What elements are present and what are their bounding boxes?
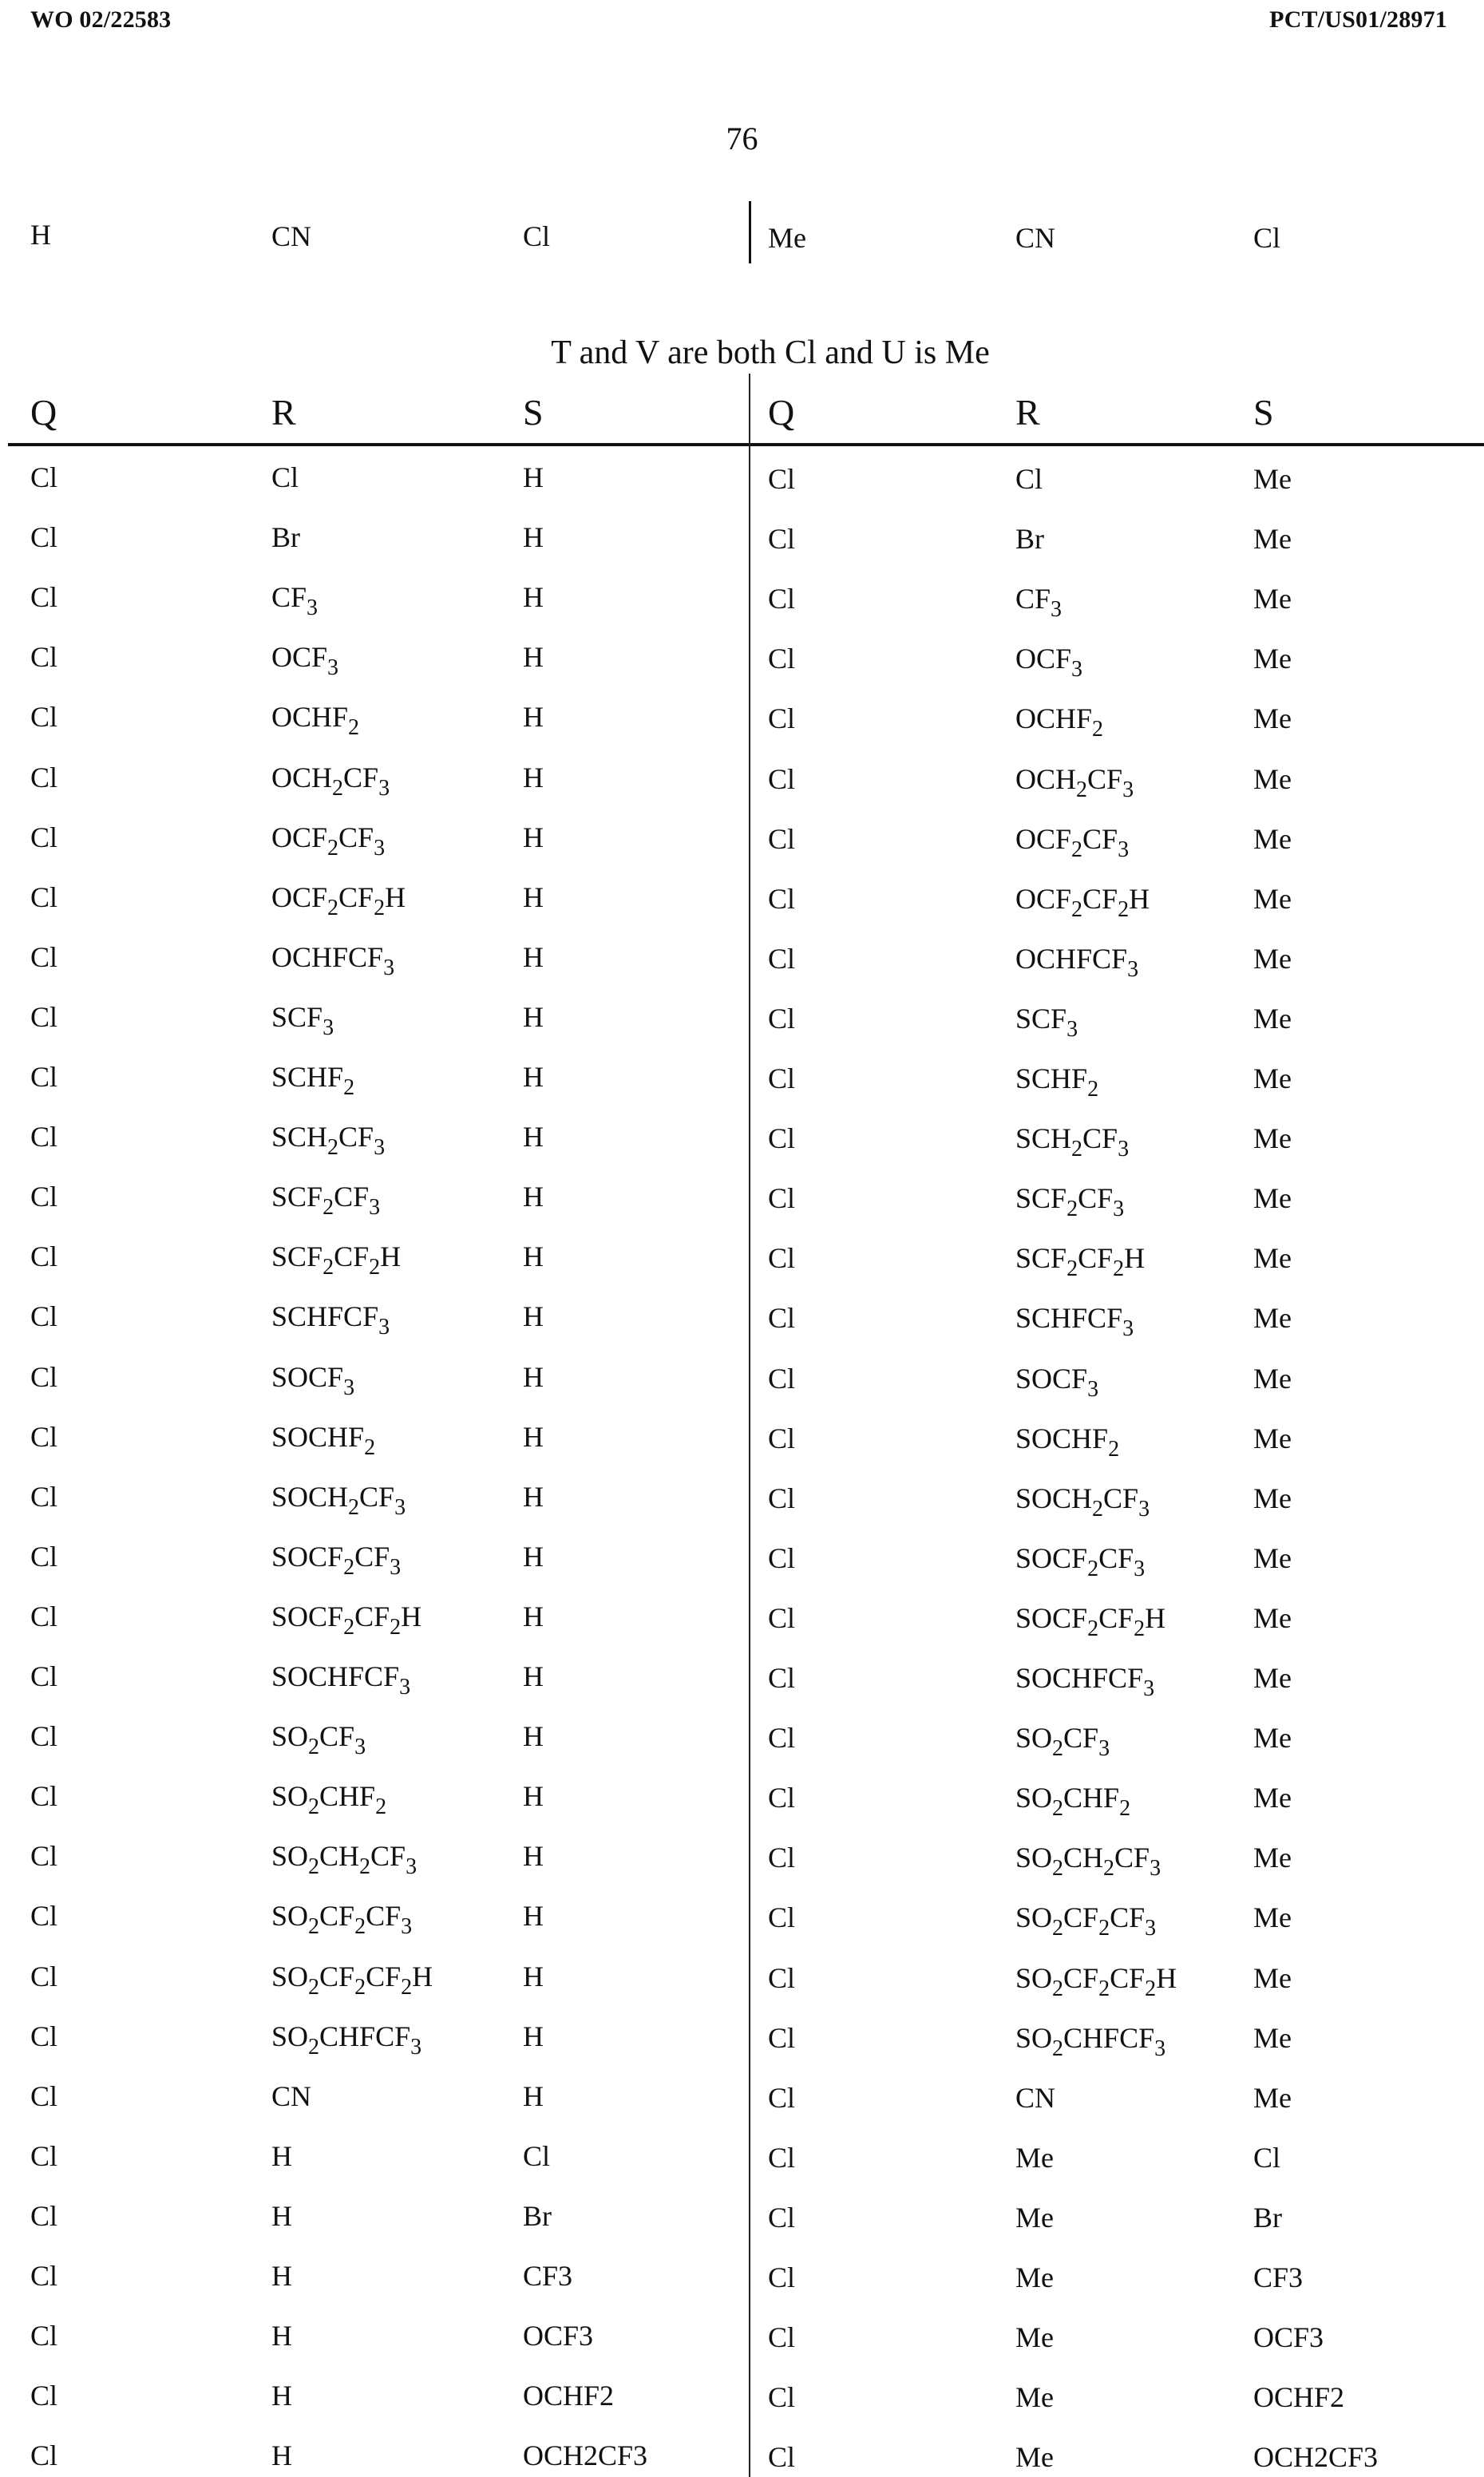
cell-q: Cl bbox=[30, 1121, 58, 1153]
cell-r: H bbox=[271, 2439, 292, 2471]
cell-r: $SO_2CF_3$ bbox=[1015, 1722, 1110, 1761]
cell-r: Me bbox=[1015, 2441, 1054, 2473]
cell-s: Me bbox=[1253, 1003, 1292, 1035]
cell-s: H bbox=[523, 1780, 544, 1812]
cell-r: H bbox=[271, 2200, 292, 2232]
cell-q: Cl bbox=[30, 1541, 58, 1573]
cell-s: Me bbox=[1253, 883, 1292, 915]
cell-r: $SO_2CHF_2$ bbox=[1015, 1782, 1131, 1821]
cell-s: OCF3 bbox=[1253, 2321, 1324, 2353]
cell-s: Me bbox=[1253, 643, 1292, 675]
cell-s: H bbox=[523, 701, 544, 733]
cell-r: $SCF_3$ bbox=[271, 1001, 334, 1040]
cell-q: Cl bbox=[768, 1662, 796, 1694]
cell-q: Cl bbox=[768, 943, 796, 975]
cell-q: Cl bbox=[30, 1601, 58, 1632]
cell-r: Br bbox=[271, 521, 300, 553]
cell-s: Me bbox=[1253, 1122, 1292, 1154]
cell-r: $SO_2CHFCF_3$ bbox=[271, 2020, 422, 2060]
cell-q: Cl bbox=[30, 1361, 58, 1393]
cell-r: $SOCF_2CF_2H$ bbox=[271, 1601, 422, 1640]
cell-q: Cl bbox=[768, 1242, 796, 1274]
cell-r: H bbox=[271, 2140, 292, 2172]
cell-q: Cl bbox=[30, 2200, 58, 2232]
cell-q: Cl bbox=[768, 1722, 796, 1754]
cell-q: Cl bbox=[768, 1962, 796, 1994]
cell-s: Me bbox=[1253, 1602, 1292, 1634]
cell-r: $SO_2CF_2CF_2H$ bbox=[1015, 1962, 1177, 2001]
cell-s: Me bbox=[1253, 702, 1292, 734]
cell-r: $CF_3$ bbox=[1015, 583, 1063, 622]
cell-r: $CF_3$ bbox=[271, 581, 319, 620]
cell-r: Br bbox=[1015, 523, 1044, 555]
cell-s: Me bbox=[1253, 523, 1292, 555]
cell-s: Me bbox=[1253, 1482, 1292, 1514]
cell-s: H bbox=[523, 1481, 544, 1513]
cell-r: $OCH_2CF_3$ bbox=[1015, 763, 1134, 802]
cell-r: $SO_2CF_2CF_3$ bbox=[271, 1900, 413, 1939]
cell-s: H bbox=[523, 1900, 544, 1932]
cell-r: $OCF_2CF_2H$ bbox=[271, 881, 406, 920]
cell-s: H bbox=[523, 1061, 544, 1093]
cell-s: Me bbox=[1253, 1302, 1292, 1334]
cell-q: Cl bbox=[30, 1720, 58, 1752]
cell-s: H bbox=[523, 941, 544, 973]
cell-q: Cl bbox=[768, 1182, 796, 1214]
cell-s: H bbox=[523, 1541, 544, 1573]
document-header-right: PCT/US01/28971 bbox=[1269, 6, 1447, 33]
cell-q: Cl bbox=[768, 2381, 796, 2413]
cell-q: Cl bbox=[768, 523, 796, 555]
cell-s: Me bbox=[1253, 823, 1292, 855]
cell-s: Cl bbox=[1253, 222, 1281, 254]
cell-r: $SCF_2CF_3$ bbox=[271, 1181, 381, 1220]
cell-r: $OCF_3$ bbox=[271, 641, 339, 680]
cell-r: $OCF_2CF_3$ bbox=[271, 821, 386, 861]
cell-r: $SCF_2CF_2H$ bbox=[271, 1240, 402, 1280]
cell-q: Cl bbox=[30, 1421, 58, 1453]
cell-r: Me bbox=[1015, 2381, 1054, 2413]
cell-s: OCH2CF3 bbox=[1253, 2441, 1379, 2473]
cell-r: $SCF_2CF_2H$ bbox=[1015, 1242, 1146, 1281]
cell-s: H bbox=[523, 1181, 544, 1213]
cell-q: Cl bbox=[30, 641, 58, 673]
cell-q: Cl bbox=[30, 881, 58, 913]
cell-r: Cl bbox=[1015, 463, 1043, 495]
cell-s: H bbox=[523, 2020, 544, 2052]
cell-r: $SCH_2CF_3$ bbox=[271, 1121, 386, 1160]
cell-q: Cl bbox=[768, 1003, 796, 1035]
cell-r: Me bbox=[1015, 2142, 1054, 2174]
column-header-s: S bbox=[523, 392, 544, 433]
cell-q: Cl bbox=[768, 2321, 796, 2353]
cell-q: Cl bbox=[30, 1961, 58, 1992]
cell-q: Cl bbox=[768, 1482, 796, 1514]
cell-s: H bbox=[523, 821, 544, 853]
cell-q: Cl bbox=[30, 2260, 58, 2292]
cell-r: $SO_2CF_2CF_2H$ bbox=[271, 1961, 433, 2000]
cell-s: OCH2CF3 bbox=[523, 2439, 648, 2471]
cell-r: $SOCHF_2$ bbox=[271, 1421, 376, 1460]
cell-q: Cl bbox=[30, 1061, 58, 1093]
cell-q: Cl bbox=[30, 1660, 58, 1692]
cell-s: Br bbox=[1253, 2202, 1282, 2234]
cell-r: $SCH_2CF_3$ bbox=[1015, 1122, 1130, 1161]
cell-r: $SO_2CHF_2$ bbox=[271, 1780, 387, 1819]
cell-r: $SO_2CF_2CF_3$ bbox=[1015, 1901, 1157, 1941]
cell-r: $SOCF_2CF_3$ bbox=[271, 1541, 402, 1580]
cell-q: Cl bbox=[30, 581, 58, 613]
cell-q: Cl bbox=[768, 2441, 796, 2473]
cell-s: H bbox=[523, 521, 544, 553]
cell-s: H bbox=[523, 1660, 544, 1692]
cell-r: $SCHFCF_3$ bbox=[1015, 1302, 1134, 1341]
cell-q: Cl bbox=[768, 1542, 796, 1574]
cell-s: OCF3 bbox=[523, 2320, 594, 2352]
cell-r: Me bbox=[1015, 2261, 1054, 2293]
cell-r: $SO_2CHFCF_3$ bbox=[1015, 2022, 1166, 2061]
cell-q: Cl bbox=[768, 763, 796, 795]
cell-s: Me bbox=[1253, 1242, 1292, 1274]
cell-q: Cl bbox=[768, 2202, 796, 2234]
cell-r: $SCHF_2$ bbox=[271, 1061, 355, 1100]
cell-r: H bbox=[271, 2320, 292, 2352]
cell-s: H bbox=[523, 1001, 544, 1033]
cell-s: Me bbox=[1253, 1542, 1292, 1574]
cell-s: Cl bbox=[523, 220, 551, 252]
cell-r: $OCF_2CF_3$ bbox=[1015, 823, 1130, 862]
document-header-left: WO 02/22583 bbox=[30, 6, 172, 33]
cell-r: Me bbox=[1015, 2321, 1054, 2353]
cell-r: $OCF_2CF_2H$ bbox=[1015, 883, 1150, 922]
cell-q: Cl bbox=[768, 583, 796, 615]
cell-r: $SCHF_2$ bbox=[1015, 1062, 1099, 1102]
cell-r: $SO_2CH_2CF_3$ bbox=[271, 1840, 417, 1879]
cell-r: CN bbox=[271, 220, 312, 252]
cell-s: Me bbox=[1253, 1962, 1292, 1994]
cell-q: Cl bbox=[30, 1900, 58, 1932]
cell-s: Br bbox=[523, 2200, 552, 2232]
cell-q: Cl bbox=[768, 463, 796, 495]
cell-q: Cl bbox=[30, 1300, 58, 1332]
cell-s: H bbox=[523, 1121, 544, 1153]
cell-s: Me bbox=[1253, 1722, 1292, 1754]
cell-q: Cl bbox=[768, 823, 796, 855]
cell-q: Cl bbox=[768, 1363, 796, 1395]
cell-s: Me bbox=[1253, 1842, 1292, 1874]
cell-s: H bbox=[523, 1840, 544, 1872]
cell-q: Cl bbox=[768, 2261, 796, 2293]
column-header-r: R bbox=[271, 392, 296, 433]
cell-q: Cl bbox=[30, 1840, 58, 1872]
cell-q: Cl bbox=[768, 1122, 796, 1154]
cell-q: Cl bbox=[30, 2020, 58, 2052]
column-header-r: R bbox=[1015, 392, 1040, 433]
column-divider bbox=[749, 374, 750, 2477]
cell-s: OCHF2 bbox=[523, 2380, 615, 2412]
cell-r: CN bbox=[1015, 2082, 1056, 2114]
cell-q: Cl bbox=[768, 1901, 796, 1933]
cell-r: $SCHFCF_3$ bbox=[271, 1300, 390, 1339]
cell-r: $OCHF_2$ bbox=[271, 701, 360, 740]
cell-s: H bbox=[523, 641, 544, 673]
cell-r: $SCF_3$ bbox=[1015, 1003, 1078, 1042]
cell-s: Me bbox=[1253, 763, 1292, 795]
cell-s: H bbox=[523, 881, 544, 913]
cell-s: H bbox=[523, 461, 544, 493]
cell-s: Me bbox=[1253, 943, 1292, 975]
cell-s: OCHF2 bbox=[1253, 2381, 1345, 2413]
cell-s: CF3 bbox=[523, 2260, 573, 2292]
cell-s: H bbox=[523, 1421, 544, 1453]
cell-s: Cl bbox=[1253, 2142, 1281, 2174]
cell-q: Cl bbox=[30, 762, 58, 793]
cell-s: Me bbox=[1253, 1662, 1292, 1694]
cell-q: Cl bbox=[768, 1602, 796, 1634]
cell-r: $SO_2CH_2CF_3$ bbox=[1015, 1842, 1161, 1881]
cell-q: Cl bbox=[30, 1240, 58, 1272]
cell-r: $SO_2CF_3$ bbox=[271, 1720, 366, 1759]
cell-s: Me bbox=[1253, 1363, 1292, 1395]
column-header-s: S bbox=[1253, 392, 1274, 433]
cell-q: Cl bbox=[30, 821, 58, 853]
cell-s: Me bbox=[1253, 1782, 1292, 1814]
cell-s: Me bbox=[1253, 1062, 1292, 1094]
cell-q: Cl bbox=[30, 2320, 58, 2352]
cell-r: H bbox=[271, 2260, 292, 2292]
cell-q: Cl bbox=[30, 521, 58, 553]
cell-r: $SOCF_3$ bbox=[271, 1361, 355, 1400]
table-caption: T and V are both Cl and U is Me bbox=[551, 334, 990, 371]
cell-q: Cl bbox=[768, 702, 796, 734]
cell-q: Cl bbox=[768, 2082, 796, 2114]
cell-r: $SOCH_2CF_3$ bbox=[1015, 1482, 1150, 1521]
cell-r: Me bbox=[1015, 2202, 1054, 2234]
cell-r: Cl bbox=[271, 461, 299, 493]
cell-s: CF3 bbox=[1253, 2261, 1304, 2293]
cell-r: CN bbox=[1015, 222, 1056, 254]
cell-q: Cl bbox=[30, 2080, 58, 2112]
cell-s: H bbox=[523, 1720, 544, 1752]
cell-r: $SOCF_3$ bbox=[1015, 1363, 1099, 1402]
cell-q: Cl bbox=[30, 1181, 58, 1213]
cell-q: Cl bbox=[30, 2140, 58, 2172]
cell-q: Cl bbox=[30, 2380, 58, 2412]
cell-q: Cl bbox=[30, 1481, 58, 1513]
cell-r: $OCF_3$ bbox=[1015, 643, 1083, 682]
cell-s: H bbox=[523, 1300, 544, 1332]
cell-r: $OCH_2CF_3$ bbox=[271, 762, 390, 801]
cell-r: $SOCF_2CF_2H$ bbox=[1015, 1602, 1166, 1641]
cell-s: Me bbox=[1253, 2022, 1292, 2054]
cell-r: $SOCHFCF_3$ bbox=[271, 1660, 411, 1699]
cell-q: Cl bbox=[768, 1422, 796, 1454]
cell-q: Cl bbox=[30, 2439, 58, 2471]
cell-q: Cl bbox=[768, 1842, 796, 1874]
cell-r: $SOCHF_2$ bbox=[1015, 1422, 1120, 1462]
cell-q: Cl bbox=[30, 461, 58, 493]
cell-s: H bbox=[523, 2080, 544, 2112]
cell-q: Cl bbox=[768, 1062, 796, 1094]
column-divider bbox=[749, 201, 751, 263]
cell-s: H bbox=[523, 1961, 544, 1992]
column-header-q: Q bbox=[768, 392, 795, 433]
cell-s: H bbox=[523, 1601, 544, 1632]
cell-r: $SOCH_2CF_3$ bbox=[271, 1481, 406, 1520]
cell-q: Cl bbox=[768, 1782, 796, 1814]
cell-s: H bbox=[523, 1361, 544, 1393]
cell-r: $OCHFCF_3$ bbox=[1015, 943, 1139, 982]
cell-q: Cl bbox=[768, 2142, 796, 2174]
cell-r: $SOCF_2CF_3$ bbox=[1015, 1542, 1146, 1581]
cell-s: H bbox=[523, 1240, 544, 1272]
cell-q: Cl bbox=[768, 883, 796, 915]
page-number: 76 bbox=[726, 121, 758, 156]
cell-s: Me bbox=[1253, 1901, 1292, 1933]
cell-q: Cl bbox=[768, 2022, 796, 2054]
cell-s: Me bbox=[1253, 463, 1292, 495]
cell-q: Cl bbox=[30, 701, 58, 733]
cell-q: Me bbox=[768, 222, 806, 254]
cell-s: Me bbox=[1253, 2082, 1292, 2114]
cell-r: $SOCHFCF_3$ bbox=[1015, 1662, 1155, 1701]
cell-q: Cl bbox=[30, 941, 58, 973]
cell-s: Me bbox=[1253, 1422, 1292, 1454]
cell-q: Cl bbox=[768, 643, 796, 675]
cell-s: Cl bbox=[523, 2140, 551, 2172]
cell-s: H bbox=[523, 581, 544, 613]
cell-q: Cl bbox=[768, 1302, 796, 1334]
cell-q: Cl bbox=[30, 1780, 58, 1812]
cell-q: H bbox=[30, 219, 51, 251]
cell-r: $SCF_2CF_3$ bbox=[1015, 1182, 1125, 1221]
column-header-q: Q bbox=[30, 392, 57, 433]
cell-s: Me bbox=[1253, 1182, 1292, 1214]
cell-s: H bbox=[523, 762, 544, 793]
cell-r: CN bbox=[271, 2080, 312, 2112]
cell-r: $OCHFCF_3$ bbox=[271, 941, 395, 980]
cell-r: $OCHF_2$ bbox=[1015, 702, 1104, 742]
cell-q: Cl bbox=[30, 1001, 58, 1033]
cell-r: H bbox=[271, 2380, 292, 2412]
cell-s: Me bbox=[1253, 583, 1292, 615]
header-rule bbox=[8, 443, 1484, 446]
